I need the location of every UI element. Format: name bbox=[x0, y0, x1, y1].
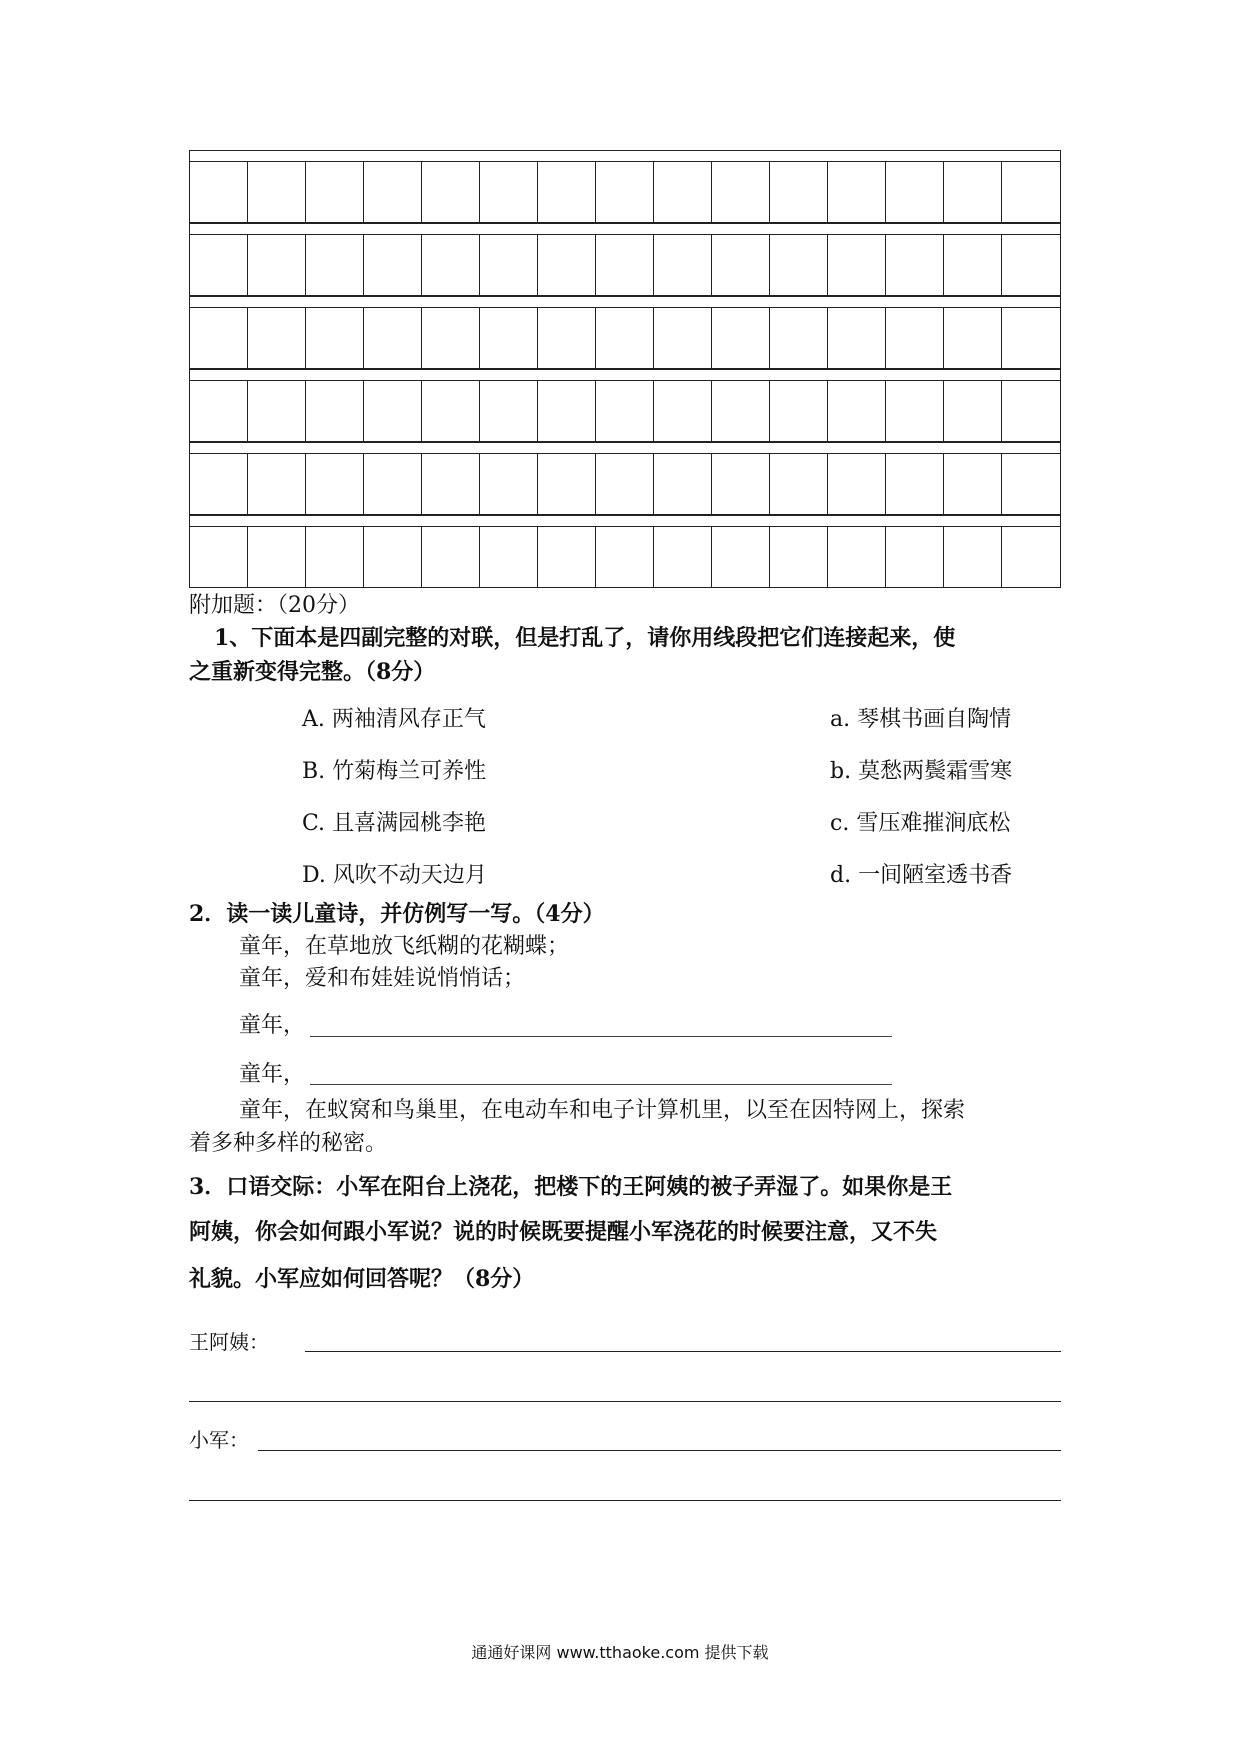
option-label: c. bbox=[830, 811, 850, 836]
option-text: 琴棋书画自陶情 bbox=[857, 707, 1012, 732]
option-label: a. bbox=[830, 707, 851, 732]
q3-prompt-line3: 礼貌。小军应如何回答呢？（8分） bbox=[189, 1266, 535, 1292]
option-label: A. bbox=[302, 707, 325, 732]
poem-answer-line-2[interactable] bbox=[310, 1084, 892, 1085]
option-text: 雪压难摧涧底松 bbox=[856, 811, 1011, 836]
option-text: 竹菊梅兰可养性 bbox=[332, 759, 487, 784]
writing-grid bbox=[189, 150, 1061, 589]
poem-line-1: 童年，在草地放飞纸糊的花糊蝶； bbox=[239, 934, 570, 959]
poem-para-line1: 童年，在蚁窝和鸟巢里，在电动车和电子计算机里，以至在因特网上，探索 bbox=[239, 1098, 966, 1123]
q3-prompt-line1: 3．口语交际：小军在阳台上浇花，把楼下的王阿姨的被子弄湿了。如果你是王 bbox=[189, 1174, 953, 1200]
jun-answer-line-1[interactable] bbox=[258, 1450, 1061, 1451]
option-text: 风吹不动天边月 bbox=[332, 863, 487, 888]
option-label: B. bbox=[302, 759, 326, 784]
couplet-right-d bbox=[830, 861, 1012, 891]
couplet-left-b bbox=[302, 757, 486, 787]
poem-answer-line-1[interactable] bbox=[310, 1036, 892, 1037]
option-label: d. bbox=[830, 863, 852, 888]
couplet-right-b bbox=[830, 757, 1012, 787]
option-text: 一间陋室透书香 bbox=[858, 863, 1013, 888]
option-text: 莫愁两鬓霜雪寒 bbox=[858, 759, 1013, 784]
jun-answer-line-2[interactable] bbox=[189, 1500, 1061, 1501]
couplet-left-c bbox=[302, 809, 486, 839]
q1-prompt-line1: 1、下面本是四副完整的对联，但是打乱了，请你用线段把它们连接起来，使 bbox=[214, 625, 956, 651]
q1-prompt-line2: 之重新变得完整。（8分） bbox=[189, 659, 436, 685]
option-text: 且喜满园桃李艳 bbox=[332, 811, 487, 836]
wang-answer-line-2[interactable] bbox=[189, 1401, 1061, 1402]
extra-section-title: 附加题：（20分） bbox=[189, 593, 360, 618]
option-label: C. bbox=[302, 811, 326, 836]
poem-line-2: 童年，爱和布娃娃说悄悄话； bbox=[239, 966, 526, 991]
wang-label: 王阿姨： bbox=[189, 1330, 269, 1354]
couplet-right-c bbox=[830, 809, 1010, 839]
poem-line-3-prefix: 童年， bbox=[239, 1013, 306, 1038]
grid-outline bbox=[189, 150, 1061, 588]
poem-line-4-prefix: 童年， bbox=[239, 1062, 306, 1087]
q2-prompt: 2．读一读儿童诗，并仿例写一写。（4分） bbox=[189, 901, 605, 927]
couplet-left-a bbox=[302, 705, 486, 735]
couplet-right-a bbox=[830, 705, 1011, 735]
option-label: D. bbox=[302, 863, 326, 888]
jun-label: 小军： bbox=[189, 1428, 249, 1452]
option-text: 两袖清风存正气 bbox=[331, 707, 486, 732]
poem-para-line2: 着多种多样的秘密。 bbox=[189, 1131, 388, 1156]
footer-note: 通通好课网 www.tthaoke.com 提供下载 bbox=[471, 1643, 769, 1662]
couplet-left-d bbox=[302, 861, 487, 891]
wang-answer-line-1[interactable] bbox=[305, 1351, 1061, 1352]
option-label: b. bbox=[830, 759, 852, 784]
q3-prompt-line2: 阿姨，你会如何跟小军说？说的时候既要提醒小军浇花的时候要注意，又不失 bbox=[189, 1219, 938, 1245]
